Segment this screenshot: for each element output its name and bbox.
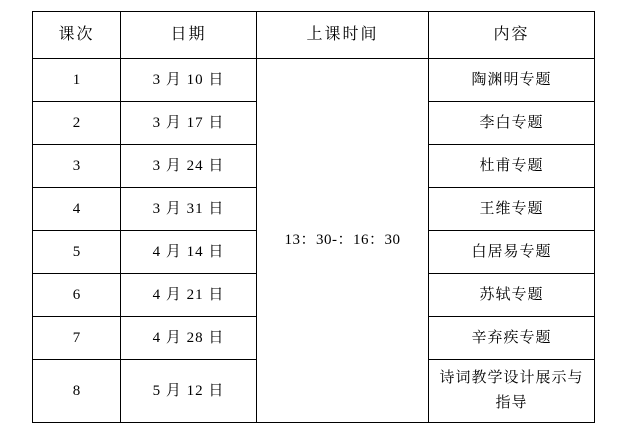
cell-topic: 辛弃疾专题: [429, 317, 595, 360]
column-header-time: 上课时间: [257, 12, 429, 59]
cell-class-time: 13：30-：16：30: [257, 59, 429, 423]
cell-date: 3 月 17 日: [121, 102, 257, 145]
cell-date: 3 月 31 日: [121, 188, 257, 231]
column-header-no: 课次: [33, 12, 121, 59]
cell-no: 4: [33, 188, 121, 231]
cell-topic: 白居易专题: [429, 231, 595, 274]
cell-topic: 陶渊明专题: [429, 59, 595, 102]
course-schedule-table: [32, 11, 595, 423]
cell-topic-line1: 诗词教学设计展示与: [439, 369, 584, 386]
cell-no: 5: [33, 231, 121, 274]
cell-topic: 杜甫专题: [429, 145, 595, 188]
cell-no: 1: [33, 59, 121, 102]
cell-topic-line2: 指导: [495, 395, 528, 411]
cell-date: 4 月 21 日: [121, 274, 257, 317]
cell-no: 3: [33, 145, 121, 188]
cell-topic: [429, 360, 595, 423]
cell-no: 2: [33, 102, 121, 145]
cell-no: 6: [33, 274, 121, 317]
table-row: [33, 59, 595, 102]
column-header-topic: 内容: [429, 12, 595, 59]
cell-date: 3 月 24 日: [121, 145, 257, 188]
cell-topic: 王维专题: [429, 188, 595, 231]
cell-date: 3 月 10 日: [121, 59, 257, 102]
cell-date: 5 月 12 日: [121, 360, 257, 423]
table-header-row: [33, 12, 595, 59]
cell-topic: 李白专题: [429, 102, 595, 145]
cell-date: 4 月 28 日: [121, 317, 257, 360]
cell-no: 7: [33, 317, 121, 360]
cell-topic: 苏轼专题: [429, 274, 595, 317]
cell-date: 4 月 14 日: [121, 231, 257, 274]
cell-no: 8: [33, 360, 121, 423]
column-header-date: 日期: [121, 12, 257, 59]
